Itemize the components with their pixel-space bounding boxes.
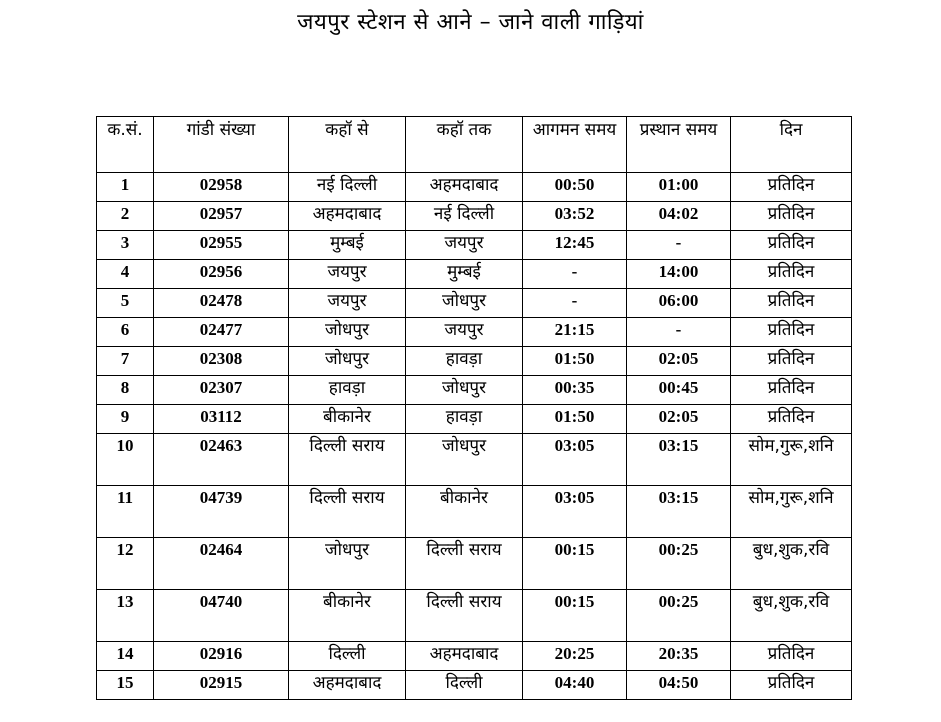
days-cell: प्रतिदिन <box>731 173 852 202</box>
serial-cell: 15 <box>97 671 154 700</box>
table-row <box>97 538 852 590</box>
from-station-cell: बीकानेर <box>289 590 406 642</box>
from-station-cell: बीकानेर <box>289 405 406 434</box>
from-station-cell: अहमदाबाद <box>289 202 406 231</box>
departure-time-cell: 04:02 <box>627 202 731 231</box>
header-to: कहॉ तक <box>406 117 523 173</box>
departure-time-cell: - <box>627 231 731 260</box>
to-station-cell: जयपुर <box>406 231 523 260</box>
table-row <box>97 590 852 642</box>
table-row <box>97 289 852 318</box>
to-station-cell: जोधपुर <box>406 289 523 318</box>
to-station-cell: मुम्बई <box>406 260 523 289</box>
from-station-cell: जोधपुर <box>289 538 406 590</box>
train-number-cell: 02955 <box>154 231 289 260</box>
train-number-cell: 02916 <box>154 642 289 671</box>
departure-time-cell: 02:05 <box>627 405 731 434</box>
to-station-cell: हावड़ा <box>406 347 523 376</box>
train-number-cell: 02957 <box>154 202 289 231</box>
days-cell: सोम,गुरू,शनि <box>731 486 852 538</box>
header-departure-time: प्रस्थान समय <box>627 117 731 173</box>
table-row <box>97 231 852 260</box>
table-header-row <box>97 117 852 173</box>
table-row <box>97 642 852 671</box>
days-cell: बुध,शुक,रवि <box>731 538 852 590</box>
train-number-cell: 02464 <box>154 538 289 590</box>
train-number-cell: 02915 <box>154 671 289 700</box>
table-row <box>97 405 852 434</box>
days-cell: प्रतिदिन <box>731 405 852 434</box>
arrival-time-cell: 03:05 <box>523 434 627 486</box>
serial-cell: 5 <box>97 289 154 318</box>
serial-cell: 3 <box>97 231 154 260</box>
departure-time-cell: - <box>627 318 731 347</box>
arrival-time-cell: 04:40 <box>523 671 627 700</box>
days-cell: बुध,शुक,रवि <box>731 590 852 642</box>
arrival-time-cell: 00:50 <box>523 173 627 202</box>
from-station-cell: जोधपुर <box>289 347 406 376</box>
departure-time-cell: 02:05 <box>627 347 731 376</box>
departure-time-cell: 00:25 <box>627 590 731 642</box>
from-station-cell: दिल्ली <box>289 642 406 671</box>
train-number-cell: 02956 <box>154 260 289 289</box>
arrival-time-cell: 03:05 <box>523 486 627 538</box>
arrival-time-cell: - <box>523 260 627 289</box>
table-body <box>97 173 852 700</box>
serial-cell: 9 <box>97 405 154 434</box>
to-station-cell: जोधपुर <box>406 434 523 486</box>
arrival-time-cell: 00:35 <box>523 376 627 405</box>
page-title: जयपुर स्टेशन से आने – जाने वाली गाड़ियां <box>297 10 644 35</box>
table-row <box>97 318 852 347</box>
arrival-time-cell: 20:25 <box>523 642 627 671</box>
train-number-cell: 02478 <box>154 289 289 318</box>
train-number-cell: 02958 <box>154 173 289 202</box>
serial-cell: 13 <box>97 590 154 642</box>
arrival-time-cell: 12:45 <box>523 231 627 260</box>
departure-time-cell: 01:00 <box>627 173 731 202</box>
departure-time-cell: 00:25 <box>627 538 731 590</box>
to-station-cell: दिल्ली सराय <box>406 538 523 590</box>
departure-time-cell: 20:35 <box>627 642 731 671</box>
table-row <box>97 671 852 700</box>
train-number-cell: 02308 <box>154 347 289 376</box>
days-cell: प्रतिदिन <box>731 289 852 318</box>
serial-cell: 14 <box>97 642 154 671</box>
serial-cell: 8 <box>97 376 154 405</box>
header-days: दिन <box>731 117 852 173</box>
arrival-time-cell: 03:52 <box>523 202 627 231</box>
arrival-time-cell: - <box>523 289 627 318</box>
to-station-cell: दिल्ली सराय <box>406 590 523 642</box>
arrival-time-cell: 00:15 <box>523 538 627 590</box>
serial-cell: 1 <box>97 173 154 202</box>
serial-cell: 7 <box>97 347 154 376</box>
train-number-cell: 04739 <box>154 486 289 538</box>
from-station-cell: नई दिल्ली <box>289 173 406 202</box>
header-from: कहॉ से <box>289 117 406 173</box>
from-station-cell: जयपुर <box>289 289 406 318</box>
from-station-cell: दिल्ली सराय <box>289 434 406 486</box>
from-station-cell: अहमदाबाद <box>289 671 406 700</box>
serial-cell: 12 <box>97 538 154 590</box>
arrival-time-cell: 01:50 <box>523 347 627 376</box>
to-station-cell: जोधपुर <box>406 376 523 405</box>
from-station-cell: जयपुर <box>289 260 406 289</box>
table-row <box>97 260 852 289</box>
days-cell: प्रतिदिन <box>731 671 852 700</box>
to-station-cell: अहमदाबाद <box>406 642 523 671</box>
table-row <box>97 434 852 486</box>
train-number-cell: 03112 <box>154 405 289 434</box>
from-station-cell: जोधपुर <box>289 318 406 347</box>
arrival-time-cell: 01:50 <box>523 405 627 434</box>
to-station-cell: हावड़ा <box>406 405 523 434</box>
from-station-cell: हावड़ा <box>289 376 406 405</box>
arrival-time-cell: 00:15 <box>523 590 627 642</box>
arrival-time-cell: 21:15 <box>523 318 627 347</box>
serial-cell: 10 <box>97 434 154 486</box>
to-station-cell: बीकानेर <box>406 486 523 538</box>
table-row <box>97 202 852 231</box>
days-cell: प्रतिदिन <box>731 260 852 289</box>
header-arrival-time: आगमन समय <box>523 117 627 173</box>
header-train-number: गांडी संख्या <box>154 117 289 173</box>
departure-time-cell: 03:15 <box>627 486 731 538</box>
departure-time-cell: 06:00 <box>627 289 731 318</box>
to-station-cell: दिल्ली <box>406 671 523 700</box>
train-number-cell: 02477 <box>154 318 289 347</box>
departure-time-cell: 04:50 <box>627 671 731 700</box>
train-schedule-table <box>96 116 852 700</box>
to-station-cell: अहमदाबाद <box>406 173 523 202</box>
to-station-cell: नई दिल्ली <box>406 202 523 231</box>
from-station-cell: दिल्ली सराय <box>289 486 406 538</box>
days-cell: प्रतिदिन <box>731 642 852 671</box>
table-row <box>97 376 852 405</box>
train-number-cell: 04740 <box>154 590 289 642</box>
days-cell: सोम,गुरू,शनि <box>731 434 852 486</box>
departure-time-cell: 00:45 <box>627 376 731 405</box>
serial-cell: 6 <box>97 318 154 347</box>
serial-cell: 2 <box>97 202 154 231</box>
departure-time-cell: 14:00 <box>627 260 731 289</box>
days-cell: प्रतिदिन <box>731 202 852 231</box>
to-station-cell: जयपुर <box>406 318 523 347</box>
days-cell: प्रतिदिन <box>731 318 852 347</box>
train-number-cell: 02463 <box>154 434 289 486</box>
from-station-cell: मुम्बई <box>289 231 406 260</box>
days-cell: प्रतिदिन <box>731 376 852 405</box>
departure-time-cell: 03:15 <box>627 434 731 486</box>
serial-cell: 4 <box>97 260 154 289</box>
days-cell: प्रतिदिन <box>731 347 852 376</box>
table-row <box>97 347 852 376</box>
train-number-cell: 02307 <box>154 376 289 405</box>
serial-cell: 11 <box>97 486 154 538</box>
days-cell: प्रतिदिन <box>731 231 852 260</box>
table-row <box>97 486 852 538</box>
header-serial: क.सं. <box>97 117 154 173</box>
table-row <box>97 173 852 202</box>
